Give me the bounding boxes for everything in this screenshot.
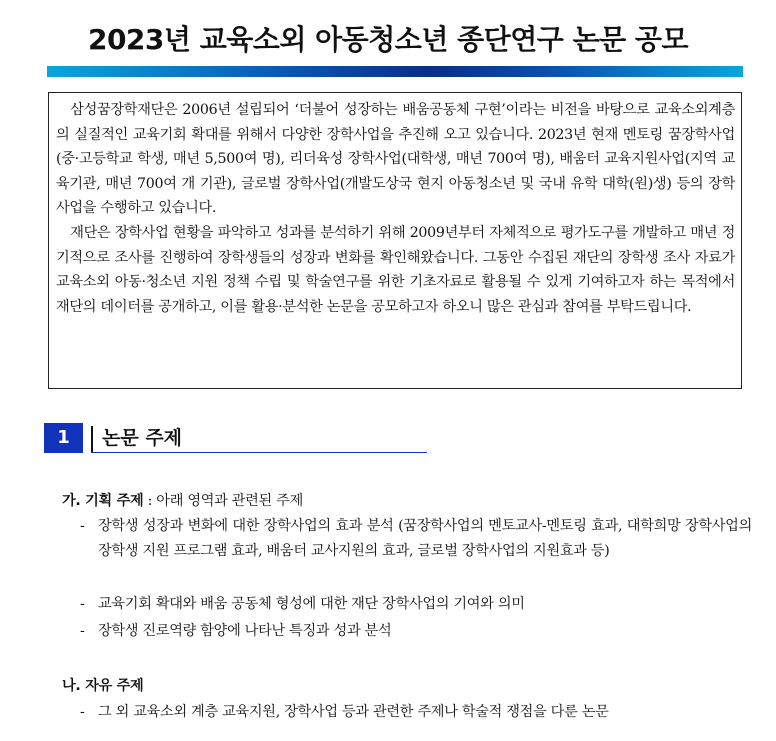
title-underline-bar: [47, 66, 743, 77]
list-bullet: -: [80, 623, 85, 639]
section-divider: [91, 426, 93, 452]
intro-paragraph-2: 재단은 장학사업 현황을 파악하고 성과를 분석하기 위해 2009년부터 자체적으로 평가도구를 개발하고 매년 정기적으로 조사를 진행하여 장학생들의 성장과 변화를 확인해왔습니다. 그동안 수집된 재단의 장학생 조사 자료가 교육소외 아동·청소년 지원 정책 수립 및 학술연구를 위한 기초자료로 활용될 수 있게 기여하고자 하는 목적에서 재단의 데이터를 공개하고, 이를 활용·분석한 논문을 공모하고자 하오니 많은 관심과 참여를 부탁드립니다.: [56, 224, 735, 315]
page-title: 2023년 교육소외 아동청소년 종단연구 논문 공모: [87, 23, 689, 56]
list-bullet: -: [80, 596, 85, 612]
list-bullet: -: [80, 518, 85, 534]
subsection-b-label: 나. 자유 주제: [62, 678, 144, 694]
list-item: [80, 619, 752, 644]
list-item: [80, 514, 752, 563]
list-item-text: 교육기회 확대와 배움 공동체 형성에 대한 재단 장학사업의 기여와 의미: [98, 596, 525, 612]
subsection-a-label: 가. 기획 주제: [62, 493, 144, 509]
section-underline: [91, 452, 427, 453]
subsection-a-heading: [62, 489, 752, 513]
list-item-text: 장학생 성장과 변화에 대한 장학사업의 효과 분석 (꿈장학사업의 멘토교사-멘토링 효과, 대학희망 장학사업의 장학생 지원 프로그램 효과, 배움터 교사지원의 효과, 글로벌 장학사업의 지원효과 등): [98, 518, 752, 559]
subsection-a-desc: : 아래 영역과 관련된 주제: [143, 493, 303, 509]
section-number-badge: 1: [44, 423, 83, 453]
list-item-text: 그 외 교육소외 계층 교육지원, 장학사업 등과 관련한 주제나 학술적 쟁점을 다룬 논문: [98, 704, 609, 720]
intro-paragraph-1: 삼성꿈장학재단은 2006년 설립되어 ‘더불어 성장하는 배움공동체 구현’이라는 비전을 바탕으로 교육소외계층의 실질적인 교육기회 확대를 위해서 다양한 장학사업을 추진해 오고 있습니다. 2023년 현재 멘토링 꿈장학사업(중·고등학교 학생, 매년 5,500여 명), 리더육성 장학사업(대학생, 매년 700여 명), 배움터 교육지원사업(지역 교육기관, 매년 700여 개 기관), 글로벌 장학사업(개발도상국 현지 아동청소년 및 국내 유학 대학(원)생) 등의 장학사업을 수행하고 있습니다.: [56, 102, 735, 217]
list-item-text: 장학생 진로역량 함양에 나타난 특징과 성과 분석: [98, 623, 392, 639]
section-header: [44, 423, 427, 453]
list-item: [80, 592, 752, 617]
list-item: [80, 700, 752, 725]
intro-box: [48, 92, 742, 389]
list-bullet: -: [80, 704, 85, 720]
section-title: 논문 주제: [102, 427, 183, 449]
subsection-b-heading: [62, 674, 752, 698]
